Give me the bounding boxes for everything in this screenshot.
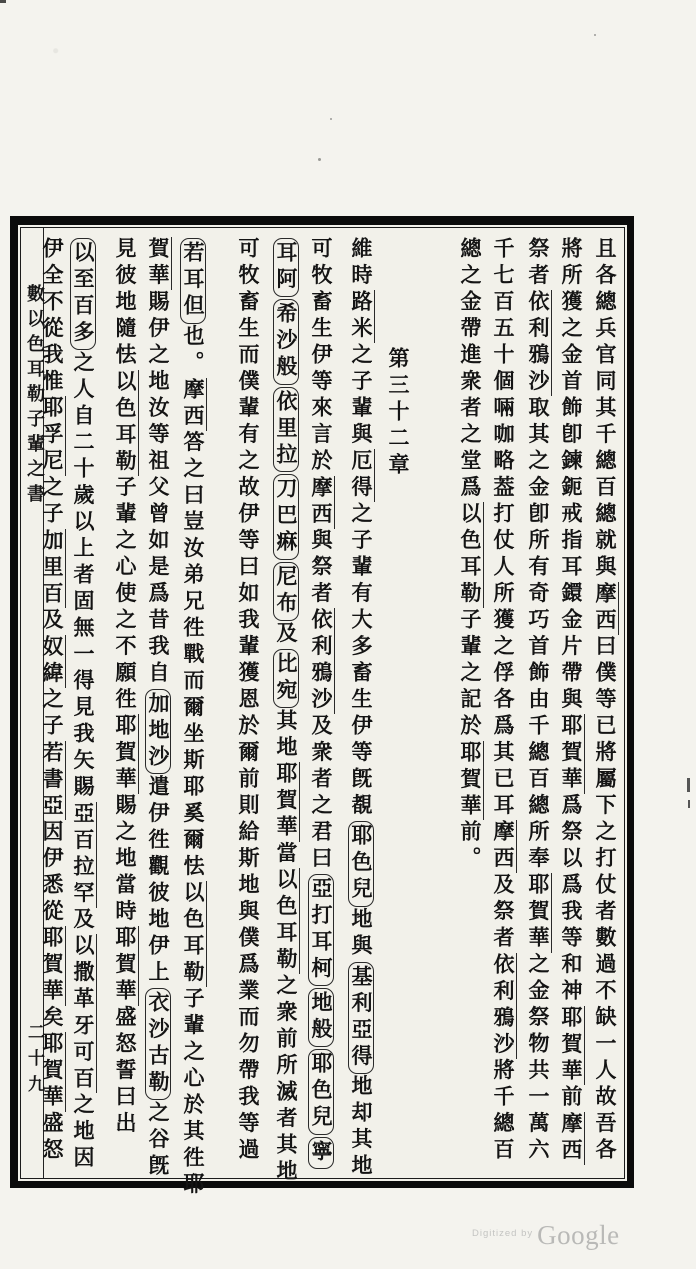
text-column (71, 237, 95, 1173)
person-name: 耶賀華 (113, 714, 137, 794)
place-name: 亞打耳柯 (308, 874, 334, 986)
text-run: 也。 (181, 324, 205, 378)
text-columns (40, 237, 621, 1199)
place-name: 耳阿 (273, 238, 299, 297)
text-run: 可牧畜生而僕輩有之故伊等曰如我輩獲恩於爾前則給斯地與僕爲業而勿帶我等過 (236, 237, 260, 1165)
person-name: 耶賀華 (40, 926, 64, 1006)
text-run: 之人自二十歲以上者固無一得見我矢賜 (71, 351, 95, 802)
text-run: 之子輩與 (349, 343, 373, 449)
place-name: 地般 (308, 988, 334, 1047)
scan-edge-mark (688, 800, 690, 808)
text-run: 取其之金卽所有奇巧首飾由千總百總所奉 (526, 396, 550, 873)
place-name: 若耳但 (180, 238, 206, 324)
text-column (593, 237, 617, 1165)
text-run: 與祭者 (309, 528, 333, 608)
digitized-by-label: Digitized by (472, 1228, 534, 1239)
place-name: 比宛 (273, 649, 299, 708)
text-run: 賜伊之地汝等祖父曾如是爲昔我自 (146, 290, 170, 688)
text-run: 及 (40, 608, 64, 635)
person-name: 厄得 (349, 449, 373, 502)
text-run: 當 (274, 841, 298, 868)
text-run: 子輩之心於其徃耶 (181, 987, 205, 1199)
frame-inner-border (20, 227, 625, 1199)
text-run: 爲祭以爲我等和神 (559, 793, 583, 1006)
text-run: 之金祭物共一萬六 (526, 952, 550, 1165)
person-name: 若書亞 (40, 740, 64, 820)
text-run: 之子輩有大多畜生伊等旣覩 (349, 502, 373, 820)
text-run: 且各總兵官同其千總百總就與 (593, 237, 617, 582)
text-run: 盛怒誓曰出 (113, 1005, 137, 1138)
text-column (458, 237, 482, 873)
person-name: 依利鴉沙 (526, 290, 550, 396)
text-run: 之子 (40, 475, 64, 529)
place-name: 刀巴痳 (273, 474, 299, 560)
text-column (236, 237, 260, 1165)
text-run: 見彼地隨怯 (113, 237, 137, 370)
person-name: 摩西 (491, 820, 515, 873)
person-name: 摩西 (559, 1111, 583, 1165)
person-name: 亞百拉罕 (71, 801, 95, 908)
text-column (146, 237, 170, 1181)
person-name: 以撒革 (71, 934, 95, 1014)
person-name: 耶賀華 (458, 740, 482, 820)
person-name: 摩西 (181, 377, 205, 431)
text-run: 維時 (349, 237, 373, 290)
place-name: 基利亞得 (348, 962, 374, 1074)
text-run: 及 (71, 907, 95, 934)
person-name: 路米 (349, 290, 373, 343)
text-run: 總之金帶進衆者之堂爲 (458, 237, 482, 502)
place-name: 寧 (308, 1137, 334, 1170)
person-name: 摩西 (593, 581, 617, 635)
text-column (40, 237, 64, 1165)
person-name: 摩西 (309, 475, 333, 529)
scan-speck (330, 118, 332, 120)
text-run: 及祭者 (491, 873, 515, 953)
text-run: 地與 (349, 907, 373, 961)
text-run: 子輩之記於 (458, 608, 482, 741)
google-watermark (472, 1220, 682, 1254)
place-name: 以至百多 (70, 238, 96, 350)
place-name: 耶色兒 (348, 821, 374, 907)
person-name: 加里百 (40, 528, 64, 608)
place-name: 尼布 (273, 562, 299, 621)
text-run: 及衆者之君曰 (309, 714, 333, 873)
text-column (113, 237, 137, 1138)
person-name: 耶賀華 (559, 1005, 583, 1085)
text-run: 盛怒 (40, 1111, 64, 1165)
text-run: 曰僕等已將屬下之打仗者數過不缺一人故吾各 (593, 634, 617, 1165)
text-column (274, 237, 298, 1186)
text-run: 前。 (458, 820, 482, 873)
text-run: 其地 (274, 709, 298, 762)
text-run: 千七百五十個啢咖略葢打仗人所獲之俘各爲其已耳 (491, 237, 515, 820)
person-name: 依利鴉沙 (309, 608, 333, 714)
place-name: 衣沙古勒 (145, 988, 171, 1100)
text-run: 因伊悉從 (40, 820, 64, 926)
printed-text-frame (10, 216, 634, 1199)
text-run: 祭者 (526, 237, 550, 290)
person-name: 耶賀華 (274, 762, 298, 842)
person-name: 以色耳勒 (274, 868, 298, 974)
text-column (181, 237, 205, 1199)
text-run: 遣伊徃觀彼地伊上 (146, 775, 170, 987)
text-column (349, 237, 373, 1181)
person-name: 奴緯 (40, 634, 64, 688)
text-column (526, 237, 550, 1165)
text-run: 可牧畜生伊等來言於 (309, 237, 333, 476)
person-name: 耶孚尼 (40, 396, 64, 476)
text-run: 伊全不從我惟 (40, 237, 64, 396)
person-name: 耶賀華 (526, 873, 550, 953)
place-name: 依里拉 (273, 387, 299, 473)
place-name: 耶色兒 (308, 1049, 334, 1135)
person-name: 以色耳勒 (181, 881, 205, 987)
person-name: 牙可百 (71, 1013, 95, 1093)
text-run: 將千總百 (491, 1058, 515, 1165)
text-column (491, 237, 515, 1165)
place-name: 希沙般 (273, 299, 299, 385)
text-run: 前 (559, 1085, 583, 1112)
google-logo: Google (537, 1220, 620, 1250)
chapter-heading (386, 347, 410, 480)
text-column (309, 237, 333, 1170)
scan-speck (594, 34, 596, 36)
text-run: 賜之地當時 (113, 793, 137, 926)
person-name: 耶賀華 (113, 926, 137, 1006)
text-run: 之子 (40, 687, 64, 741)
person-name: 耶賀華 (40, 1032, 64, 1112)
scan-speck (318, 158, 321, 161)
text-run: 第三十二章 (386, 347, 410, 480)
page-number: 二十九 (25, 1023, 44, 1101)
person-name: 以色耳勒 (458, 502, 482, 608)
text-run: 矣 (40, 1005, 64, 1032)
person-name: 耶賀華 (559, 714, 583, 794)
text-column (559, 237, 583, 1165)
place-name: 加地沙 (145, 689, 171, 775)
text-run: 將所獲之金首飾卽鍊鈪戒指耳鐶金片帶與 (559, 237, 583, 714)
scan-corner-artifact (0, 0, 6, 3)
text-run: 及 (274, 621, 298, 648)
text-run: 地却其地 (349, 1074, 373, 1181)
text-run: 之衆前所滅者其地 (274, 974, 298, 1186)
text-run: 答之曰豈汝弟兄徃戰而爾坐斯耶奚爾怯 (181, 430, 205, 881)
text-run: 之地因 (71, 1093, 95, 1173)
person-name: 依利鴉沙 (491, 952, 515, 1059)
text-run: 之谷旣 (146, 1101, 170, 1181)
person-name: 賀華 (146, 237, 170, 290)
running-book-title: 數以色耳勒子輩之書 (25, 284, 45, 509)
scan-edge-mark (687, 778, 690, 792)
text-run: 子輩之心使之不願徃 (113, 475, 137, 714)
person-name: 以色耳勒 (113, 369, 137, 476)
